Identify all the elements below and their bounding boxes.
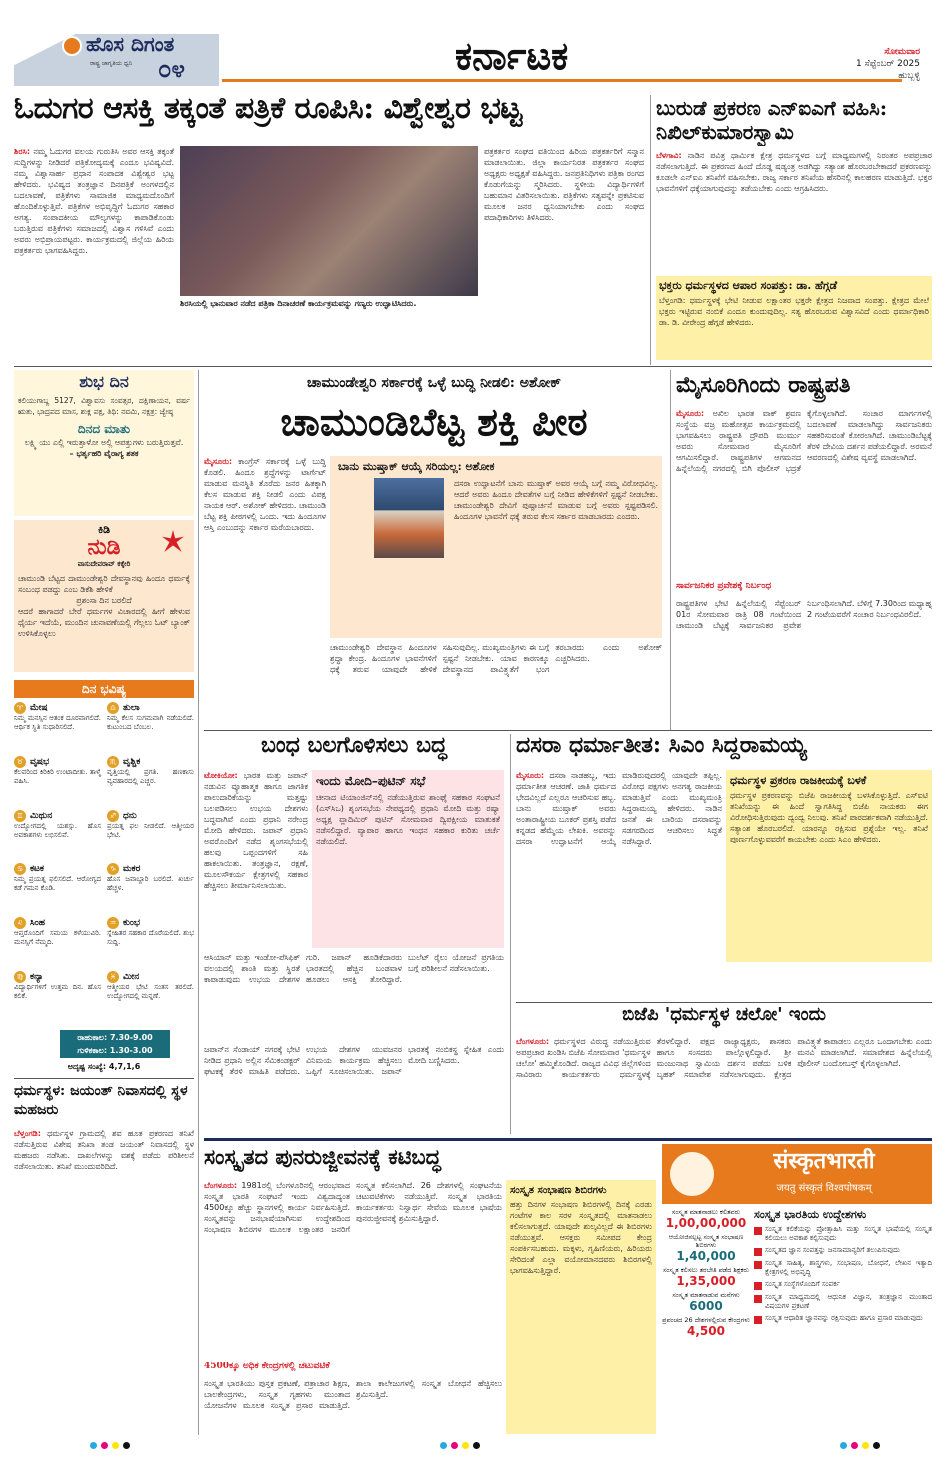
shibira-body: ಹತ್ತು ದಿನಗಳ ಸಂಭಾಷಣ ಶಿಬಿರಗಳಲ್ಲಿ ದಿನಕ್ಕೆ ಎರಡು ಗಂಟೆಗಳ ಕಾಲ ಸರಳ ಸಂಸ್ಕೃತದಲ್ಲಿ ಮಾತನಾಡಲು ಕಲಿಸಲಾಗುತ್ತದೆ. ಯಾವುದೇ ಶುಲ್ಕವಿಲ್ಲದೆ ಈ ಶಿಬಿರಗಳು ನಡೆಯುತ್ತವೆ. ಆಸಕ್ತರು ಸಮೀಪದ ಕೇಂದ್ರ ಸಂಪರ್ಕಿಸಬಹುದು. ಮಕ್ಕಳು, ಗೃಹಿಣಿಯರು, ಹಿರಿಯರು ಸೇರಿದಂತೆ ಎಲ್ಲಾ ವಯೋಮಾನದವರು ಶಿಬಿರಗಳಲ್ಲಿ ಭಾಗವಹಿಸುತ್ತಿದ್ದಾರೆ. — [510, 1200, 652, 1275]
sign-7: ♑ ಮಕರ ಹೊಸ ಜವಾಬ್ದಾರಿ ಬರಲಿದೆ. ಖರ್ಚು ಹೆಚ್ಚಳ. — [107, 864, 194, 893]
modi-putin-title: ಇಂದು ಮೋದಿ–ಪುಟಿನ್ ಸಭೆ — [316, 774, 426, 788]
stat-0: ಸಂಸ್ಕೃತ ಮಾತನಾಡಲು ಕಲಿತವರು 1,00,00,000 — [665, 1208, 747, 1230]
dasara-body-text: ದಸರಾ ನಾಡಹಬ್ಬ, ಇದು ಧರ್ಮಾತೀತ ಆಚರಣೆ. ಜಾತಿ ಧರ್ಮದ ಭೇದವಿಲ್ಲದೆ ಎಲ್ಲರೂ ಆಚರಿಸುವ ಹಬ್ಬ. ಬಾನು ಮುಷ್ತಾಕ್ ಅವರು ಅಂತಾರಾಷ್ಟ್ರೀಯ ಬೂಕರ್ ಪ್ರಶಸ್ತಿ ಪಡೆದ ಕನ್ನಡದ ಹೆಮ್ಮೆಯ ಲೇಖಕಿ. ಅವರನ್ನು ದಸರಾ ಉದ್ಘಾಟನೆಗೆ ಆಯ್ಕೆ ಮಾಡಿರುವುದರಲ್ಲಿ ಯಾವುದೇ ತಪ್ಪಿಲ್ಲ. ವಿರೋಧ ಪಕ್ಷಗಳು ಅನಗತ್ಯ ರಾಜಕೀಯ ಮಾಡುತ್ತಿವೆ ಎಂದು ಮುಖ್ಯಮಂತ್ರಿ ಸಿದ್ದರಾಮಯ್ಯ ಹೇಳಿದರು. ನಾಡಿನ ಜನತೆ ಈ ಬಾರಿಯ ದಸರಾವನ್ನು ಸಡಗರದಿಂದ ಆಚರಿಸಲು ಸಿದ್ಧತೆ ನಡೆಸಿದ್ದಾರೆ. — [516, 771, 722, 846]
kidi-author: ವಾಸುದೇವರಾವ್ ಕಕ್ಕೇರಿ — [77, 559, 131, 568]
cancer-icon: ♋ — [14, 863, 26, 875]
day-label: ಸೋಮವಾರ — [884, 47, 920, 57]
gemini-icon: ♊ — [14, 810, 26, 822]
bjp-chalo-body-text: ಧರ್ಮಸ್ಥಳದ ವಿರುದ್ಧ ನಡೆಯುತ್ತಿರುವ ಅಪಪ್ರಚಾರ ಖಂಡಿಸಿ ಬಿಜೆಪಿ ಸೋಮವಾರ 'ಧರ್ಮಸ್ಥಳ ಚಲೋ' ಹಮ್ಮಿಕೊಂಡಿದೆ. ರಾಜ್ಯದ ವಿವಿಧ ಜಿಲ್ಲೆಗಳಿಂದ ಸಾವಿರಾರು ಕಾರ್ಯಕರ್ತರು ಧರ್ಮಸ್ಥಳಕ್ಕೆ ತೆರಳಲಿದ್ದಾರೆ. ಪಕ್ಷದ ರಾಜ್ಯಾಧ್ಯಕ್ಷರು, ಶಾಸಕರು ಹಾಗೂ ಸಂಸದರು ಪಾಲ್ಗೊಳ್ಳಲಿದ್ದಾರೆ. ಶ್ರೀ ಮಂಜುನಾಥ ಸ್ವಾಮಿಯ ದರ್ಶನ ಪಡೆದು ಬಳಿಕ ಬೃಹತ್ ಸಮಾವೇಶ ನಡೆಸಲಾಗುವುದು. ಕ್ಷೇತ್ರದ ಪಾವಿತ್ರ್ಯತೆ ಕಾಪಾಡಲು ಎಲ್ಲರೂ ಒಂದಾಗಬೇಕು ಎಂದು ಮನವಿ ಮಾಡಲಾಗಿದೆ. ಸಮಾವೇಶದ ಹಿನ್ನೆಲೆಯಲ್ಲಿ ಪೊಲೀಸ್ ಬಂದೋಬಸ್ತ್ ಕೈಗೊಳ್ಳಲಾಗಿದೆ. — [516, 1037, 932, 1079]
dasara-box-title: ಧರ್ಮಸ್ಥಳ ಪ್ರಕರಣ ರಾಜಕೀಯಕ್ಕೆ ಬಳಕೆ — [730, 774, 867, 787]
bullet-icon — [754, 1248, 762, 1256]
goal-5: ಸಂಸ್ಕೃತ ಆಧಾರಿತ ಜ್ಞಾನವನ್ನು ರಕ್ಷಿಸುವುದು ಹಾಗೂ ಪ್ರಸಾರ ಮಾಡುವುದು — [754, 1314, 932, 1324]
registration-marks-right — [840, 1442, 900, 1452]
sidebar-divider — [198, 370, 199, 1435]
column-divider — [650, 95, 651, 365]
buruda-dateline: ಬೆಳಗಾವಿ: — [656, 151, 682, 160]
dasara-box — [726, 770, 932, 962]
chamundi-kicker: ಚಾಮುಂಡೇಶ್ವರಿ ಸರ್ಕಾರಕ್ಕೆ ಒಳ್ಳೆ ಬುದ್ಧಿ ನೀಡಲಿ: ಅಶೋಕ್ — [306, 376, 562, 391]
quote-title: ದಿನದ ಮಾತು — [77, 421, 131, 436]
buruda-sub-headline: ಭಕ್ತರು ಧರ್ಮಸ್ಥಳದ ಆಪಾರ ಸಂಪತ್ತು: ಡಾ. ಹೆಗ್ಗಡೆ — [659, 279, 838, 292]
logo-title: ಹೊಸ ದಿಗಂತ — [86, 34, 175, 56]
bandh-body3: ಜಪಾನ್‌ನ ಸೆಂಡಾಯ್ ನಗರಕ್ಕೆ ಭೇಟಿ ನೀಡಿದ ಪ್ರಧಾನಿ ಅಲ್ಲಿನ ಸೆಮಿಕಂಡಕ್ಟರ್ ಘಟಕಕ್ಕೆ ತೆರಳಿ ಮಾಹಿತಿ ಪಡೆದರು. ಉಭಯ ದೇಶಗಳ ಯುವಜನರ ವಿನಿಮಯ ಕಾರ್ಯಕ್ರಮ ಹೆಚ್ಚಿಸಲು ಒಪ್ಪಿಗೆ ಸೂಚಿಸಲಾಯಿತು. ಜಪಾನ್ ಭಾರತಕ್ಕೆ ನಂಬಿಕಸ್ಥ ಸ್ನೇಹಿತ ಎಂದು ಮೋದಿ ಬಣ್ಣಿಸಿದರು. — [204, 1045, 504, 1076]
buruda-body-text: ನಾಡಿನ ಪವಿತ್ರ ಧಾರ್ಮಿಕ ಕ್ಷೇತ್ರ ಧರ್ಮಸ್ಥಳದ ಬಗ್ಗೆ ಮಾಧ್ಯಮಗಳಲ್ಲಿ ನಿರಂತರ ಅಪಪ್ರಚಾರ ನಡೆಸಲಾಗುತ್ತಿದೆ. ಈ ಪ್ರಕರಣದ ಹಿಂದೆ ದೊಡ್ಡ ಷಡ್ಯಂತ್ರ ಅಡಗಿದ್ದು ಸತ್ಯಾಂಶ ಹೊರಬರಬೇಕಾದರೆ ಪ್ರಕರಣವನ್ನು ಕೂಡಲೇ ಎನ್‌ಐಎ ತನಿಖೆಗೆ ವಹಿಸಬೇಕು. ರಾಜ್ಯ ಸರ್ಕಾರ ತನಿಖೆಯ ಹೆಸರಿನಲ್ಲಿ ಕಾಲಹರಣ ಮಾಡುತ್ತಿದೆ. ಭಕ್ತರ ಭಾವನೆಗಳಿಗೆ ಧಕ್ಕೆಯಾಗುವುದನ್ನು ತಡೆಯಬೇಕು ಎಂದು ಆಗ್ರಹಿಸಿದರು. — [656, 151, 932, 193]
president-body-text: ಅಖಿಲ ಭಾರತ ವಾಕ್ ಶ್ರವಣ ಸಂಸ್ಥೆಯ ವಜ್ರ ಮಹೋತ್ಸವ ಕಾರ್ಯಕ್ರಮದಲ್ಲಿ ಭಾಗವಹಿಸಲು ರಾಷ್ಟ್ರಪತಿ ದ್ರೌಪದಿ ಮುರ್ಮು ಅವರು ಸೋಮವಾರ ಮೈಸೂರಿಗೆ ಆಗಮಿಸಲಿದ್ದಾರೆ. ರಾಷ್ಟ್ರಪತಿಗಳ ಆಗಮನದ ಹಿನ್ನೆಲೆಯಲ್ಲಿ ನಗರದಲ್ಲಿ ಬಿಗಿ ಪೊಲೀಸ್ ಭದ್ರತೆ ಕೈಗೊಳ್ಳಲಾಗಿದೆ. ಸಂಚಾರ ಮಾರ್ಗಗಳಲ್ಲಿ ಬದಲಾವಣೆ ಮಾಡಲಾಗಿದ್ದು ಸಾರ್ವಜನಿಕರು ಸಹಕರಿಸುವಂತೆ ಕೋರಲಾಗಿದೆ. ಚಾಮುಂಡಿಬೆಟ್ಟಕ್ಕೆ ತೆರಳಿ ದೇವಿಯ ದರ್ಶನ ಪಡೆಯಲಿದ್ದಾರೆ. ಅರಮನೆ ಆವರಣದಲ್ಲಿ ವಿಶೇಷ ವ್ಯವಸ್ಥೆ ಮಾಡಲಾಗಿದೆ. — [676, 409, 932, 473]
bandh-divider — [510, 734, 511, 1134]
chamundi-headline: ಚಾಮುಂಡಿಬೆಟ್ಟ ಶಕ್ತಿ ಪೀಠ — [280, 402, 588, 444]
chamundi-body-left — [204, 456, 326, 724]
chamundi-body-bottom: ಚಾಮುಂಡೇಶ್ವರಿ ದೇವಸ್ಥಾನ ಹಿಂದೂಗಳ ಶ್ರದ್ಧಾ ಕೇಂದ್ರ. ಹಿಂದೂಗಳ ಭಾವನೆಗಳಿಗೆ ಧಕ್ಕೆ ತರುವ ಯಾವುದೇ ಹೇಳಿಕೆ ಸಹಿಸುವುದಿಲ್ಲ. ಮುಖ್ಯಮಂತ್ರಿಗಳು ಈ ಬಗ್ಗೆ ಸ್ಪಷ್ಟನೆ ನೀಡಬೇಕು. ಯಾವ ಕಾರಣಕ್ಕೂ ದೇವಸ್ಥಾನದ ಪಾವಿತ್ರ್ಯತೆಗೆ ಭಂಗ ತರಬಾರದು ಎಂದು ಅಶೋಕ್ ಎಚ್ಚರಿಸಿದರು. — [330, 643, 662, 674]
sign-11: ♓ ಮೀನ ಆತ್ಮೀಯರ ಭೇಟಿ ಸಂತಸ ತರಲಿದೆ. ಉದ್ಯೋಗದಲ್ಲಿ ಮನ್ನಣೆ. — [107, 972, 194, 1001]
dasara-headline: ದಸರಾ ಧರ್ಮಾತೀತ: ಸಿಎಂ ಸಿದ್ದರಾಮಯ್ಯ — [516, 734, 807, 758]
shibira-title: ಸಂಸ್ಕೃತ ಸಂಭಾಷಣ ಶಿಬಿರಗಳು — [510, 1185, 607, 1196]
sign-10: ♍ ಕನ್ಯಾ ವಿದ್ಯಾರ್ಥಿಗಳಿಗೆ ಉತ್ತಮ ದಿನ. ಹೊಸ ಕಲಿಕೆ. — [14, 972, 101, 1001]
dasara-rule — [516, 1002, 932, 1003]
sanskrit-bharati-banner — [662, 1144, 932, 1204]
registration-marks-left — [90, 1442, 150, 1452]
aquarius-icon: ♒ — [107, 917, 119, 929]
goal-1: ಸಂಸ್ಕೃತದ ಜ್ಞಾನ ಸಂಪತ್ತನ್ನು ಜನಸಾಮಾನ್ಯರಿಗೆ ತಲುಪಿಸುವುದು — [754, 1246, 932, 1256]
chamundi-divider — [670, 370, 671, 730]
capricorn-icon: ♑ — [107, 863, 119, 875]
sanskrit-body2: ಸಂಸ್ಕೃತ ಭಾರತಿಯು ಪುಸ್ತಕ ಪ್ರಕಟಣೆ, ಪತ್ರಾಚಾರ ಶಿಕ್ಷಣ, ಬಾಲಕೇಂದ್ರಗಳು, ಸಂಸ್ಕೃತ ಗೃಹಗಳು ಮುಂತಾದ ಯೋಜನೆಗಳ ಮೂಲಕ ಸಂಸ್ಕೃತ ಪ್ರಸಾರ ಮಾಡುತ್ತಿದೆ. ಶಾಲಾ ಕಾಲೇಜುಗಳಲ್ಲಿ ಸಂಸ್ಕೃತ ಬೋಧನೆ ಹೆಚ್ಚಿಸಲು ಶ್ರಮಿಸುತ್ತಿದೆ. — [204, 1379, 502, 1410]
sanskrit-body — [204, 1180, 502, 1360]
buruda-sub-body: ಬೆಳ್ತಂಗಡಿ: ಧರ್ಮಸ್ಥಳಕ್ಕೆ ಭೇಟಿ ನೀಡುವ ಲಕ್ಷಾಂತರ ಭಕ್ತರೇ ಕ್ಷೇತ್ರದ ನಿಜವಾದ ಸಂಪತ್ತು. ಕ್ಷೇತ್ರದ ಮೇಲೆ ಭಕ್ತರು ಇಟ್ಟಿರುವ ನಂಬಿಕೆ ಎಂದೂ ಕುಂದುವುದಿಲ್ಲ. ಸತ್ಯ ಹೊರಬರುವ ವಿಶ್ವಾಸವಿದೆ ಎಂದು ಧರ್ಮಾಧಿಕಾರಿ ಡಾ. ಡಿ. ವೀರೇಂದ್ರ ಹೆಗ್ಗಡೆ ಹೇಳಿದರು. — [659, 296, 929, 327]
nudi-label: ನುಡಿ — [87, 533, 121, 560]
sign-1: ♎ ತುಲಾ ನಿಮ್ಮ ಕೆಲಸ ಸುಗಮವಾಗಿ ನಡೆಯಲಿದೆ. ಕುಟುಂಬದ ಬೆಂಬಲ. — [107, 703, 194, 731]
lead-body-right: ಪತ್ರಕರ್ತರ ಸಂಘದ ವತಿಯಿಂದ ಹಿರಿಯ ಪತ್ರಕರ್ತರಿಗೆ ಸನ್ಮಾನ ಮಾಡಲಾಯಿತು. ಜಿಲ್ಲಾ ಕಾರ್ಯನಿರತ ಪತ್ರಕರ್ತರ ಸಂಘದ ಅಧ್ಯಕ್ಷರು ಅಧ್ಯಕ್ಷತೆ ವಹಿಸಿದ್ದರು. ಜನಪ್ರತಿನಿಧಿಗಳು ಪತ್ರಿಕಾ ರಂಗದ ಕೊಡುಗೆಯನ್ನು ಸ್ಮರಿಸಿದರು. ಸ್ಥಳೀಯ ವಿದ್ಯಾರ್ಥಿಗಳಿಗೆ ಬಹುಮಾನ ವಿತರಿಸಲಾಯಿತು. ಪತ್ರಿಕೆಗಳು ಸತ್ಯವನ್ನೇ ಪ್ರಕಟಿಸುವ ಮೂಲಕ ಜನರ ಧ್ವನಿಯಾಗಬೇಕು ಎಂದು ಸಂಘದ ಪದಾಧಿಕಾರಿಗಳು ತಿಳಿಸಿದರು. — [484, 147, 644, 222]
quote-text: ಲಕ್ಷ್ಮಿ ಯು ಎಲ್ಲಿ ಇರುತ್ತಾಳೋ ಅಲ್ಲಿ ಆಪತ್ತುಗಳು ಬರುತ್ತಿರುತ್ತವೆ. — [24, 438, 184, 448]
sidebar-rule — [14, 1078, 194, 1079]
nivasa-body — [14, 1128, 194, 1432]
sign-4: ♊ ಮಿಥುನ ಉದ್ಯೋಗದಲ್ಲಿ ಯಶಸ್ಸು. ಹೊಸ ಅವಕಾಶಗಳು ಲಭಿಸಲಿವೆ. — [14, 810, 101, 839]
sign-5: ♐ ಧನು ಪ್ರಯತ್ನ ಫಲ ನೀಡಲಿದೆ. ಆತ್ಮೀಯರ ಭೇಟಿ. — [107, 810, 194, 839]
lead-body-left — [14, 146, 174, 358]
kidi-q3: ಆದರೆ ಹಾಗಾದರೆ ಬೇರೆ ಧರ್ಮಗಳ ವಿಚಾರದಲ್ಲಿ ಹೀಗೆ ಹೇಳುವ ಧೈರ್ಯ ಇದೆಯೆ, ಮುಂದಿನ ಚುನಾವಣೆಯಲ್ಲಿ ಗೆಲ್ಲಲು ಓಟ್ ಬ್ಯಾಂಕ್ ಉಳಿಸಿಕೊಳ್ಳಲು — [18, 606, 190, 638]
stat-2: ಸಂಸ್ಕೃತ ಕಲಿಸಲು ತರಬೇತಿ ಪಡೆದ ಶಿಕ್ಷಕರು 1,35,000 — [663, 1266, 749, 1288]
sign-6: ♋ ಕಟಕ ನಿಮ್ಮ ಪ್ರಯತ್ನ ಫಲಿಸಲಿದೆ. ಆರೋಗ್ಯದ ಕಡೆ ಗಮನ ಕೊಡಿ. — [14, 864, 101, 893]
sanskrit-subtitle: 4500ಕ್ಕೂ ಅಧಿಕ ಕೇಂದ್ರಗಳಲ್ಲಿ ಚಟುವಟಿಕೆ — [204, 1362, 330, 1371]
city-label: ಹುಬ್ಬಳ್ಳಿ — [898, 71, 920, 81]
lead-photo — [180, 146, 478, 296]
bjp-chalo-dateline: ಬೆಂಗಳೂರು: — [516, 1037, 550, 1046]
sign-8: ♌ ಸಿಂಹ ಆಪ್ತರೊಂದಿಗೆ ಸಮಯ ಕಳೆಯುವಿರಿ. ಮನಸ್ಸಿಗೆ ನೆಮ್ಮದಿ. — [14, 918, 101, 947]
bullet-icon — [754, 1295, 762, 1303]
sanskrit-dateline: ಬೆಂಗಳೂರು: — [204, 1181, 238, 1190]
president-dateline: ಮೈಸೂರು: — [676, 409, 705, 418]
dasara-box-body: ಧರ್ಮಸ್ಥಳ ಪ್ರಕರಣವನ್ನು ಬಿಜೆಪಿ ರಾಜಕೀಯಕ್ಕೆ ಬಳಸಿಕೊಳ್ಳುತ್ತಿದೆ. ಎಸ್ಐಟಿ ತನಿಖೆಯನ್ನು ಈ ಹಿಂದೆ ಸ್ವಾಗತಿಸಿದ್ದ ಬಿಜೆಪಿ ನಾಯಕರು ಈಗ ವಿರೋಧಿಸುತ್ತಿರುವುದು ದ್ವಂದ್ವ ನಿಲುವು. ತನಿಖೆ ಪಾರದರ್ಶಕವಾಗಿ ನಡೆಯುತ್ತಿದೆ. ಸತ್ಯಾಂಶ ಹೊರಬರಲಿದೆ. ಯಾರನ್ನೂ ರಕ್ಷಿಸುವ ಪ್ರಶ್ನೆಯೇ ಇಲ್ಲ. ತನಿಖೆ ಪೂರ್ಣಗೊಳ್ಳುವವರೆಗೆ ಕಾಯಬೇಕು ಎಂದು ಸಿಎಂ ಹೇಳಿದರು. — [730, 791, 928, 844]
bullet-icon — [754, 1261, 762, 1269]
logo-tagline: ರಾಷ್ಟ್ರ ಜಾಗೃತಿಯ ಧ್ವನಿ — [90, 60, 133, 67]
book-veena-icon — [670, 1152, 714, 1196]
kidi-label: ಕಿಡಿ — [97, 523, 111, 536]
aries-icon: ♈ — [14, 702, 26, 714]
sagittarius-icon: ♐ — [107, 810, 119, 822]
dasara-dateline: ಮೈಸೂರು: — [516, 771, 545, 780]
bandh-headline: ಬಂಧ ಬಲಗೊಳಿಸಲು ಬದ್ಧ — [261, 734, 447, 758]
date-label: 1 ಸೆಪ್ಟೆಂಬರ್ 2025 — [855, 59, 920, 69]
dasara-body — [516, 770, 722, 998]
section-title: ಕರ್ನಾಟಕ — [455, 36, 569, 78]
quote-author: – ಭರ್ತೃಹರಿ ವೈರಾಗ್ಯ ಶತಕ — [69, 449, 139, 459]
nivasa-dateline: ಬೆಳ್ತಂಗಡಿ: — [14, 1129, 41, 1138]
sanskrit-logo-title: संस्कृतभारती — [773, 1148, 875, 1174]
sign-2: ♉ ವೃಷಭ ಕೆಲವರಿಂದ ಕಿರಿಕಿರಿ ಉಂಟಾದೀತು. ತಾಳ್ಮೆ ವಹಿಸಿ. — [14, 756, 101, 785]
bandh-body — [204, 770, 308, 948]
goal-0: ಸಂಸ್ಕೃತ ಕಲಿಕೆಯನ್ನು ಪ್ರೋತ್ಸಾಹಿಸಿ ಮತ್ತು ಸಂಸ್ಕೃತ ಭಾಷೆಯಲ್ಲಿ ಸಂಸ್ಕೃತ ಕಲಿಯಲು ಅವಕಾಶ ಕಲ್ಪಿಸುವುದು — [754, 1225, 932, 1243]
buruda-subbox — [656, 276, 932, 360]
bandh-body2: ಆಸಿಯಾನ್ ಮತ್ತು ಇಂಡೋ-ಪೆಸಿಫಿಕ್ ವಲಯದಲ್ಲಿ ಶಾಂತಿ ಮತ್ತು ಸ್ಥಿರತೆ ಕಾಪಾಡುವುದು ಉಭಯ ದೇಶಗಳ ಗುರಿ. ಜಪಾನ್ ಹೂಡಿಕೆದಾರರು ಭಾರತದಲ್ಲಿ ಹೆಚ್ಚಿನ ಬಂಡವಾಳ ಹೂಡಲು ಆಸಕ್ತಿ ತೋರಿದ್ದಾರೆ. ಬುಲೆಟ್ ರೈಲು ಯೋಜನೆ ಪ್ರಗತಿಯ ಬಗ್ಗೆ ಪರಿಶೀಲನೆ ನಡೆಸಲಾಯಿತು. — [204, 953, 504, 984]
page-number: ೦೪ — [158, 56, 185, 83]
buruda-headline: ಬುರುಡೆ ಪ್ರಕರಣ ಎನ್‌ಐಎಗೆ ವಹಿಸಿ: ನಿಖಿಲ್‌ಕುಮಾರಸ್ವಾಮಿ — [656, 96, 888, 144]
chamundi-body-text: ಕಾಂಗ್ರೆಸ್ ಸರ್ಕಾರಕ್ಕೆ ಒಳ್ಳೆ ಬುದ್ಧಿ ಕೊಡಲಿ. ಹಿಂದೂ ಶ್ರದ್ಧೆಗಳನ್ನು ಟಾರ್ಗೆಟ್ ಮಾಡುವ ಮನಸ್ಥಿತಿ ತೊರೆದು ಜನರ ಹಿತಕ್ಕಾಗಿ ಕೆಲಸ ಮಾಡುವ ಶಕ್ತಿ ನೀಡಲಿ ಎಂದು ವಿಪಕ್ಷ ನಾಯಕ ಆರ್. ಅಶೋಕ್ ಹೇಳಿದರು. ಚಾಮುಂಡಿ ಬೆಟ್ಟ ಶಕ್ತಿ ಪೀಠಗಳಲ್ಲಿ ಒಂದು. ಇದು ಹಿಂದೂಗಳ ಆಸ್ತಿ ಎಂಬುದನ್ನು ಸರ್ಕಾರ ಮರೆಯಬಾರದು. — [204, 457, 326, 532]
sign-3: ♏ ವೃಶ್ಚಿಕ ವೃತ್ತಿಯಲ್ಲಿ ಪ್ರಗತಿ. ಹಣಕಾಸು ವ್ಯವಹಾರದಲ್ಲಿ ಎಚ್ಚರ. — [107, 756, 194, 785]
rahukala-box — [60, 1030, 170, 1058]
shibira-box — [506, 1180, 656, 1434]
president-body2: ರಾಷ್ಟ್ರಪತಿಗಳ ಭೇಟಿ ಹಿನ್ನೆಲೆಯಲ್ಲಿ ಸೆಪ್ಟೆಂಬರ್ 01ರ ಸೋಮವಾರ ರಾತ್ರಿ 08 ಗಂಟೆಯಿಂದ ಚಾಮುಂಡಿ ಬೆಟ್ಟಕ್ಕೆ ಸಾರ್ವಜನಿಕರ ಪ್ರವೇಶ ನಿರ್ಬಂಧಿಸಲಾಗಿದೆ. ಬೆಳಿಗ್ಗೆ 7.30ರಿಂದ ಮಧ್ಯಾಹ್ನ 2 ಗಂಟೆಯವರೆಗೆ ಸಂಚಾರ ನಿರ್ಬಂಧವಿರಲಿದೆ. — [676, 599, 932, 630]
sign-0: ♈ ಮೇಷ ನಿಮ್ಮ ಮನಸ್ಸಿನ ಆತಂಕ ದೂರವಾಗಲಿದೆ. ಆರ್ಥಿಕ ಸ್ಥಿತಿ ಸುಧಾರಿಸಲಿದೆ. — [14, 703, 101, 731]
chamundi-quote-body: ದಸರಾ ಉದ್ಘಾಟನೆಗೆ ಬಾನು ಮುಷ್ತಾಕ್ ಅವರ ಆಯ್ಕೆ ಬಗ್ಗೆ ನಮ್ಮ ವಿರೋಧವಿಲ್ಲ. ಆದರೆ ಅವರು ಹಿಂದೂ ದೇವತೆಗಳ ಬಗ್ಗೆ ನೀಡಿದ ಹೇಳಿಕೆಗಳಿಗೆ ಸ್ಪಷ್ಟನೆ ನೀಡಬೇಕು. ಚಾಮುಂಡೇಶ್ವರಿ ದೇವಿಗೆ ಪುಷ್ಪಾರ್ಚನೆ ಮಾಡುವ ಬಗ್ಗೆ ಅವರು ಸ್ಪಷ್ಟಪಡಿಸಲಿ. ಹಿಂದೂಗಳ ಭಾವನೆಗೆ ಧಕ್ಕೆ ತರುವ ಕೆಲಸ ಸರ್ಕಾರ ಮಾಡಬಾರದು ಎಂದರು. — [454, 479, 658, 521]
bandh-body-text: ಭಾರತ ಮತ್ತು ಜಪಾನ್ ನಡುವಿನ ವ್ಯೂಹಾತ್ಮಕ ಹಾಗೂ ಜಾಗತಿಕ ಪಾಲುದಾರಿಕೆಯನ್ನು ಮತ್ತಷ್ಟು ಬಲಪಡಿಸಲು ಉಭಯ ದೇಶಗಳು ಬದ್ಧವಾಗಿವೆ ಎಂದು ಪ್ರಧಾನಿ ನರೇಂದ್ರ ಮೋದಿ ಹೇಳಿದರು. ಜಪಾನ್ ಪ್ರಧಾನಿ ಅವರೊಂದಿಗೆ ನಡೆದ ಶೃಂಗಸಭೆಯಲ್ಲಿ ಹಲವು ಒಪ್ಪಂದಗಳಿಗೆ ಸಹಿ ಹಾಕಲಾಯಿತು. ತಂತ್ರಜ್ಞಾನ, ರಕ್ಷಣೆ, ಮೂಲಸೌಕರ್ಯ ಕ್ಷೇತ್ರಗಳಲ್ಲಿ ಸಹಕಾರ ಹೆಚ್ಚಿಸಲು ತೀರ್ಮಾನಿಸಲಾಯಿತು. — [204, 771, 308, 890]
ashok-portrait — [374, 478, 444, 558]
modi-putin-box — [312, 770, 504, 948]
lead-dateline: ಶಿರಸಿ: — [14, 147, 31, 156]
sign-9: ♒ ಕುಂಭ ಸ್ನೇಹಿತರ ಸಹಕಾರ ದೊರೆಯಲಿದೆ. ಶುಭ ಸುದ್ದಿ. — [107, 918, 194, 947]
lucky-number: ಅದೃಷ್ಟ ಸಂಖ್ಯೆ: 4,7,1,6 — [67, 1062, 141, 1071]
gulika-label: ಗುಳಿಕಕಾಲ: 1.30-3.00 — [77, 1046, 153, 1055]
scorpio-icon: ♏ — [107, 756, 119, 768]
pisces-icon: ♓ — [107, 971, 119, 983]
goal-2: ಸಂಸ್ಕೃತ ಸಾಹಿತ್ಯ, ಶಾಸ್ತ್ರಗಳು, ಸಂಭಾಷಣ, ಬೋಧನೆ, ಲೇಖನ ಇತ್ಯಾದಿ ಕ್ಷೇತ್ರಗಳಲ್ಲಿ ಅಭಿವೃದ್ಧಿ — [754, 1259, 932, 1277]
horoscope-title-bar — [14, 680, 194, 698]
kidi-q1: ಚಾಮುಂಡಿ ಬೆಟ್ಟದ ದಾಮುಂಡೇಶ್ವರಿ ದೇವಸ್ಥಾನವು ಹಿಂದೂ ಧರ್ಮಕ್ಕೆ ಸಂಬಂಧ ಪಡದ್ದು ಎಂಬ ಡಿಕೆಶಿ ಹೇಳಿಕೆ — [18, 573, 190, 594]
shubha-dina-title: ಶುಭ ದಿನ — [79, 372, 129, 391]
sanskrit-logo-tagline: जयतु संस्कृतं विश्वपोषकम् — [776, 1183, 872, 1194]
kidi-nudi-box — [14, 520, 194, 672]
bullet-icon — [754, 1227, 762, 1235]
virgo-icon: ♍ — [14, 971, 26, 983]
lead-caption: ಶಿರಸಿಯಲ್ಲಿ ಭಾನುವಾರ ನಡೆದ ಪತ್ರಿಕಾ ದಿನಾಚರಣೆ ಕಾರ್ಯಕ್ರಮವನ್ನು ಗಣ್ಯರು ಉದ್ಘಾಟಿಸಿದರು. — [180, 299, 417, 308]
date-block — [800, 46, 920, 90]
bottom-rule — [204, 1138, 932, 1141]
rahukala-label: ರಾಹುಕಾಲ: 7.30-9.00 — [77, 1033, 153, 1042]
middle-rule — [204, 730, 932, 731]
bjp-chalo-body — [516, 1036, 932, 1132]
sanskrit-goals — [754, 1208, 932, 1434]
sanskrit-headline: ಸಂಸ್ಕೃತದ ಪುನರುಜ್ಜೀವನಕ್ಕೆ ಕಟಿಬದ್ಧ — [204, 1146, 441, 1169]
logo-emblem-icon — [62, 36, 82, 56]
horoscope-grid — [14, 702, 194, 1022]
goals-title: ಸಂಸ್ಕೃತ ಭಾರತಿಯ ಉದ್ದೇಶಗಳು — [754, 1208, 867, 1221]
modi-putin-body: ಚೀನಾದ ಟಿಯಾಂಜಿನ್‌ನಲ್ಲಿ ನಡೆಯುತ್ತಿರುವ ಶಾಂಘೈ ಸಹಕಾರ ಸಂಘಟನೆ (ಎಸ್‌ಸಿಒ) ಶೃಂಗಸಭೆಯ ನೇಪಥ್ಯದಲ್ಲಿ ಪ್ರಧಾನಿ ಮೋದಿ ಮತ್ತು ರಷ್ಯಾ ಅಧ್ಯಕ್ಷ ವ್ಲಾದಿಮಿರ್ ಪುಟಿನ್ ಸೋಮವಾರ ದ್ವಿಪಕ್ಷೀಯ ಮಾತುಕತೆ ನಡೆಸಲಿದ್ದಾರೆ. ವ್ಯಾಪಾರ ಹಾಗೂ ಇಂಧನ ಸಹಕಾರ ಕುರಿತು ಚರ್ಚೆ ನಡೆಯಲಿದೆ. — [316, 793, 500, 846]
nivasa-headline: ಧರ್ಮಸ್ಥಳ: ಜಯಂತ್ ನಿವಾಸದಲ್ಲಿ ಸ್ಥಳ ಮಹಜರು — [14, 1083, 188, 1118]
bullet-icon — [754, 1282, 762, 1290]
president-headline: ಮೈಸೂರಿಗಿಂದು ರಾಷ್ಟ್ರಪತಿ — [676, 374, 851, 398]
chamundi-quote-title: ಬಾನು ಮುಷ್ತಾಕ್ ಆಯ್ಕೆ ಸರಿಯಲ್ಲ: ಅಶೋಕ — [338, 460, 495, 473]
buruda-body — [656, 150, 932, 274]
bjp-chalo-headline: ಬಿಜೆಪಿ 'ಧರ್ಮಸ್ಥಳ ಚಲೋ' ಇಂದು — [622, 1006, 826, 1025]
president-body — [676, 408, 932, 578]
stat-4: ಪ್ರಪಂಚದ 26 ದೇಶಗಳಲ್ಲಿರುವ ಕೇಂದ್ರಗಳು 4,500 — [662, 1316, 750, 1338]
sanskrit-stats — [662, 1208, 750, 1434]
registration-marks-center — [440, 1442, 500, 1452]
lead-headline: ಓದುಗರ ಆಸಕ್ತಿ ತಕ್ಕಂತೆ ಪತ್ರಿಕೆ ರೂಪಿಸಿ: ವಿಶ್ವೇಶ್ವರ ಭಟ್ಟ — [14, 93, 522, 126]
bandh-dateline: ಟೋಕಿಯೋ: — [204, 771, 238, 780]
president-subtitle: ಸಾರ್ವಜನಿಕರ ಪ್ರವೇಶಕ್ಕೆ ನಿರ್ಬಂಧ — [676, 582, 772, 591]
leo-icon: ♌ — [14, 917, 26, 929]
lead-body-text: ನಮ್ಮ ಓದುಗರ ವಲಯ ಗುರುತಿಸಿ ಅವರ ಆಸಕ್ತಿ ತಕ್ಕಂತೆ ಸುದ್ದಿಗಳನ್ನು ನೀಡಿದರೆ ಪತ್ರಿಕೋದ್ಯಮಕ್ಕೆ ಎಂದೂ ಭವಿಷ್ಯವಿದೆ. ನಮ್ಮ ವಿಶ್ವಾಸಾರ್ಹ ಪ್ರಧಾನ ಸಂಪಾದಕ ವಿಶ್ವೇಶ್ವರ ಭಟ್ಟ ಹೇಳಿದರು. ಭವಿಷ್ಯದ ತಂತ್ರಜ್ಞಾನ ದಿನಪತ್ರಿಕೆ ಅಂಗಳದಲ್ಲಿನ ಬದಲಾವಣೆ, ಪತ್ರಿಕೆಗಳು ಸಾಮಾಜಿಕ ಮಾಧ್ಯಮದೊಂದಿಗೆ ಹೊಂದಿಕೊಳ್ಳುತ್ತಿವೆ. ಪತ್ರಿಕೆಗಳ ಅಭಿವೃದ್ಧಿಗೆ ಓದುಗರ ಸಹಕಾರ ಅಗತ್ಯ. ಸಂಪಾದಕೀಯ ಮೌಲ್ಯಗಳನ್ನು ಕಾಪಾಡಿಕೊಂಡು ಬರುತ್ತಿರುವ ಪತ್ರಿಕೆಗಳು ಸಮಾಜದಲ್ಲಿ ವಿಶ್ವಾಸ ಗಳಿಸಿವೆ ಎಂದು ಅವರು ಅಭಿಪ್ರಾಯಪಟ್ಟರು. ಕಾರ್ಯಕ್ರಮದಲ್ಲಿ ಜಿಲ್ಲೆಯ ಹಿರಿಯ ಪತ್ರಕರ್ತರು ಭಾಗವಹಿಸಿದ್ದರು. — [14, 147, 174, 255]
sanskrit-body-text: 1981ರಲ್ಲಿ ಬೆಂಗಳೂರಿನಲ್ಲಿ ಆರಂಭವಾದ ಸಂಸ್ಕೃತ ಭಾರತಿ ಸಂಘಟನೆ ಇಂದು ವಿಶ್ವದಾದ್ಯಂತ 4500ಕ್ಕೂ ಹೆಚ್ಚು ಸ್ಥಾನಗಳಲ್ಲಿ ಕಾರ್ಯ ನಿರ್ವಹಿಸುತ್ತಿದೆ. ಸಂಸ್ಕೃತವನ್ನು ಜನಭಾಷೆಯಾಗಿಸುವ ಉದ್ದೇಶದಿಂದ ಸಂಭಾಷಣ ಶಿಬಿರಗಳ ಮೂಲಕ ಲಕ್ಷಾಂತರ ಜನರಿಗೆ ಸಂಸ್ಕೃತ ಕಲಿಸಲಾಗಿದೆ. 26 ದೇಶಗಳಲ್ಲಿ ಸಂಘಟನೆಯ ಚಟುವಟಿಕೆಗಳು ನಡೆಯುತ್ತಿವೆ. ಸಂಸ್ಕೃತ ಭಾರತಿಯ ಕಾರ್ಯಕರ್ತರು ನಿಸ್ವಾರ್ಥ ಸೇವೆಯ ಮೂಲಕ ಭಾಷೆಯ ಪುನರುಜ್ಜೀವನಕ್ಕೆ ಶ್ರಮಿಸುತ್ತಿದ್ದಾರೆ. — [204, 1181, 502, 1234]
masthead — [0, 0, 945, 92]
goal-3: ಸಂಸ್ಕೃತ ಸಂಸ್ಥೆಗಳೊಂದಿಗೆ ಸಂಪರ್ಕ — [754, 1280, 932, 1290]
goal-4: ಸಂಸ್ಕೃತ ಮಾಧ್ಯಮದಲ್ಲಿ ಆಧುನಿಕ ವಿಜ್ಞಾನ, ತಂತ್ರಜ್ಞಾನ ಮುಂತಾದ ವಿಷಯಗಳ ಪ್ರಕಟಣೆ — [754, 1293, 932, 1311]
horoscope-title: ದಿನ ಭವಿಷ್ಯ — [81, 682, 127, 696]
libra-icon: ♎ — [107, 702, 119, 714]
panchanga-text: ಕಲಿಯುಗಾಬ್ದ 5127, ವಿಶ್ವಾವಸು ಸಂವತ್ಸರ, ದಕ್ಷಿಣಾಯನ, ವರ್ಷ ಋತು, ಭಾದ್ರಪದ ಮಾಸ, ಶುಕ್ಲ ಪಕ್ಷ, ತಿಥಿ: ನವಮಿ, ನಕ್ಷತ್ರ: ಜ್ಯೇಷ್ಠ — [18, 395, 190, 416]
kidi-q2: ಪ್ರಶಂಸಾ ದಿನ ಬರಲಿದೆ — [76, 595, 132, 605]
stat-1: ಆಯೋಜಿಸಲ್ಪಟ್ಟ ಸಂಸ್ಕೃತ ಸಂಭಾಷಣ ಶಿಬಿರಗಳು 1,40,000 — [668, 1233, 744, 1263]
top-section-rule — [14, 366, 932, 367]
stat-3: ಸಂಸ್ಕೃತ ಮಾತನಾಡುವ ಮನೆಗಳು 6000 — [672, 1291, 740, 1313]
chamundi-dateline: ಮೈಸೂರು: — [204, 457, 233, 466]
chamundi-quote-box — [330, 456, 662, 638]
bullet-icon — [754, 1316, 762, 1324]
shubha-dina-box — [14, 370, 194, 516]
taurus-icon: ♉ — [14, 756, 26, 768]
nivasa-body-text: ಧರ್ಮಸ್ಥಳ ಗ್ರಾಮದಲ್ಲಿ ಶವ ಹೂತ ಪ್ರಕರಣದ ತನಿಖೆ ನಡೆಸುತ್ತಿರುವ ವಿಶೇಷ ತನಿಖಾ ತಂಡ ಜಯಂತ್ ನಿವಾಸದಲ್ಲಿ ಸ್ಥಳ ಮಹಜರು ನಡೆಸಿತು. ದಾಖಲೆಗಳನ್ನು ವಶಕ್ಕೆ ಪಡೆದು ಪರಿಶೀಲನೆ ನಡೆಸಲಾಯಿತು. ತನಿಖೆ ಮುಂದುವರಿದಿದೆ. — [14, 1129, 194, 1171]
